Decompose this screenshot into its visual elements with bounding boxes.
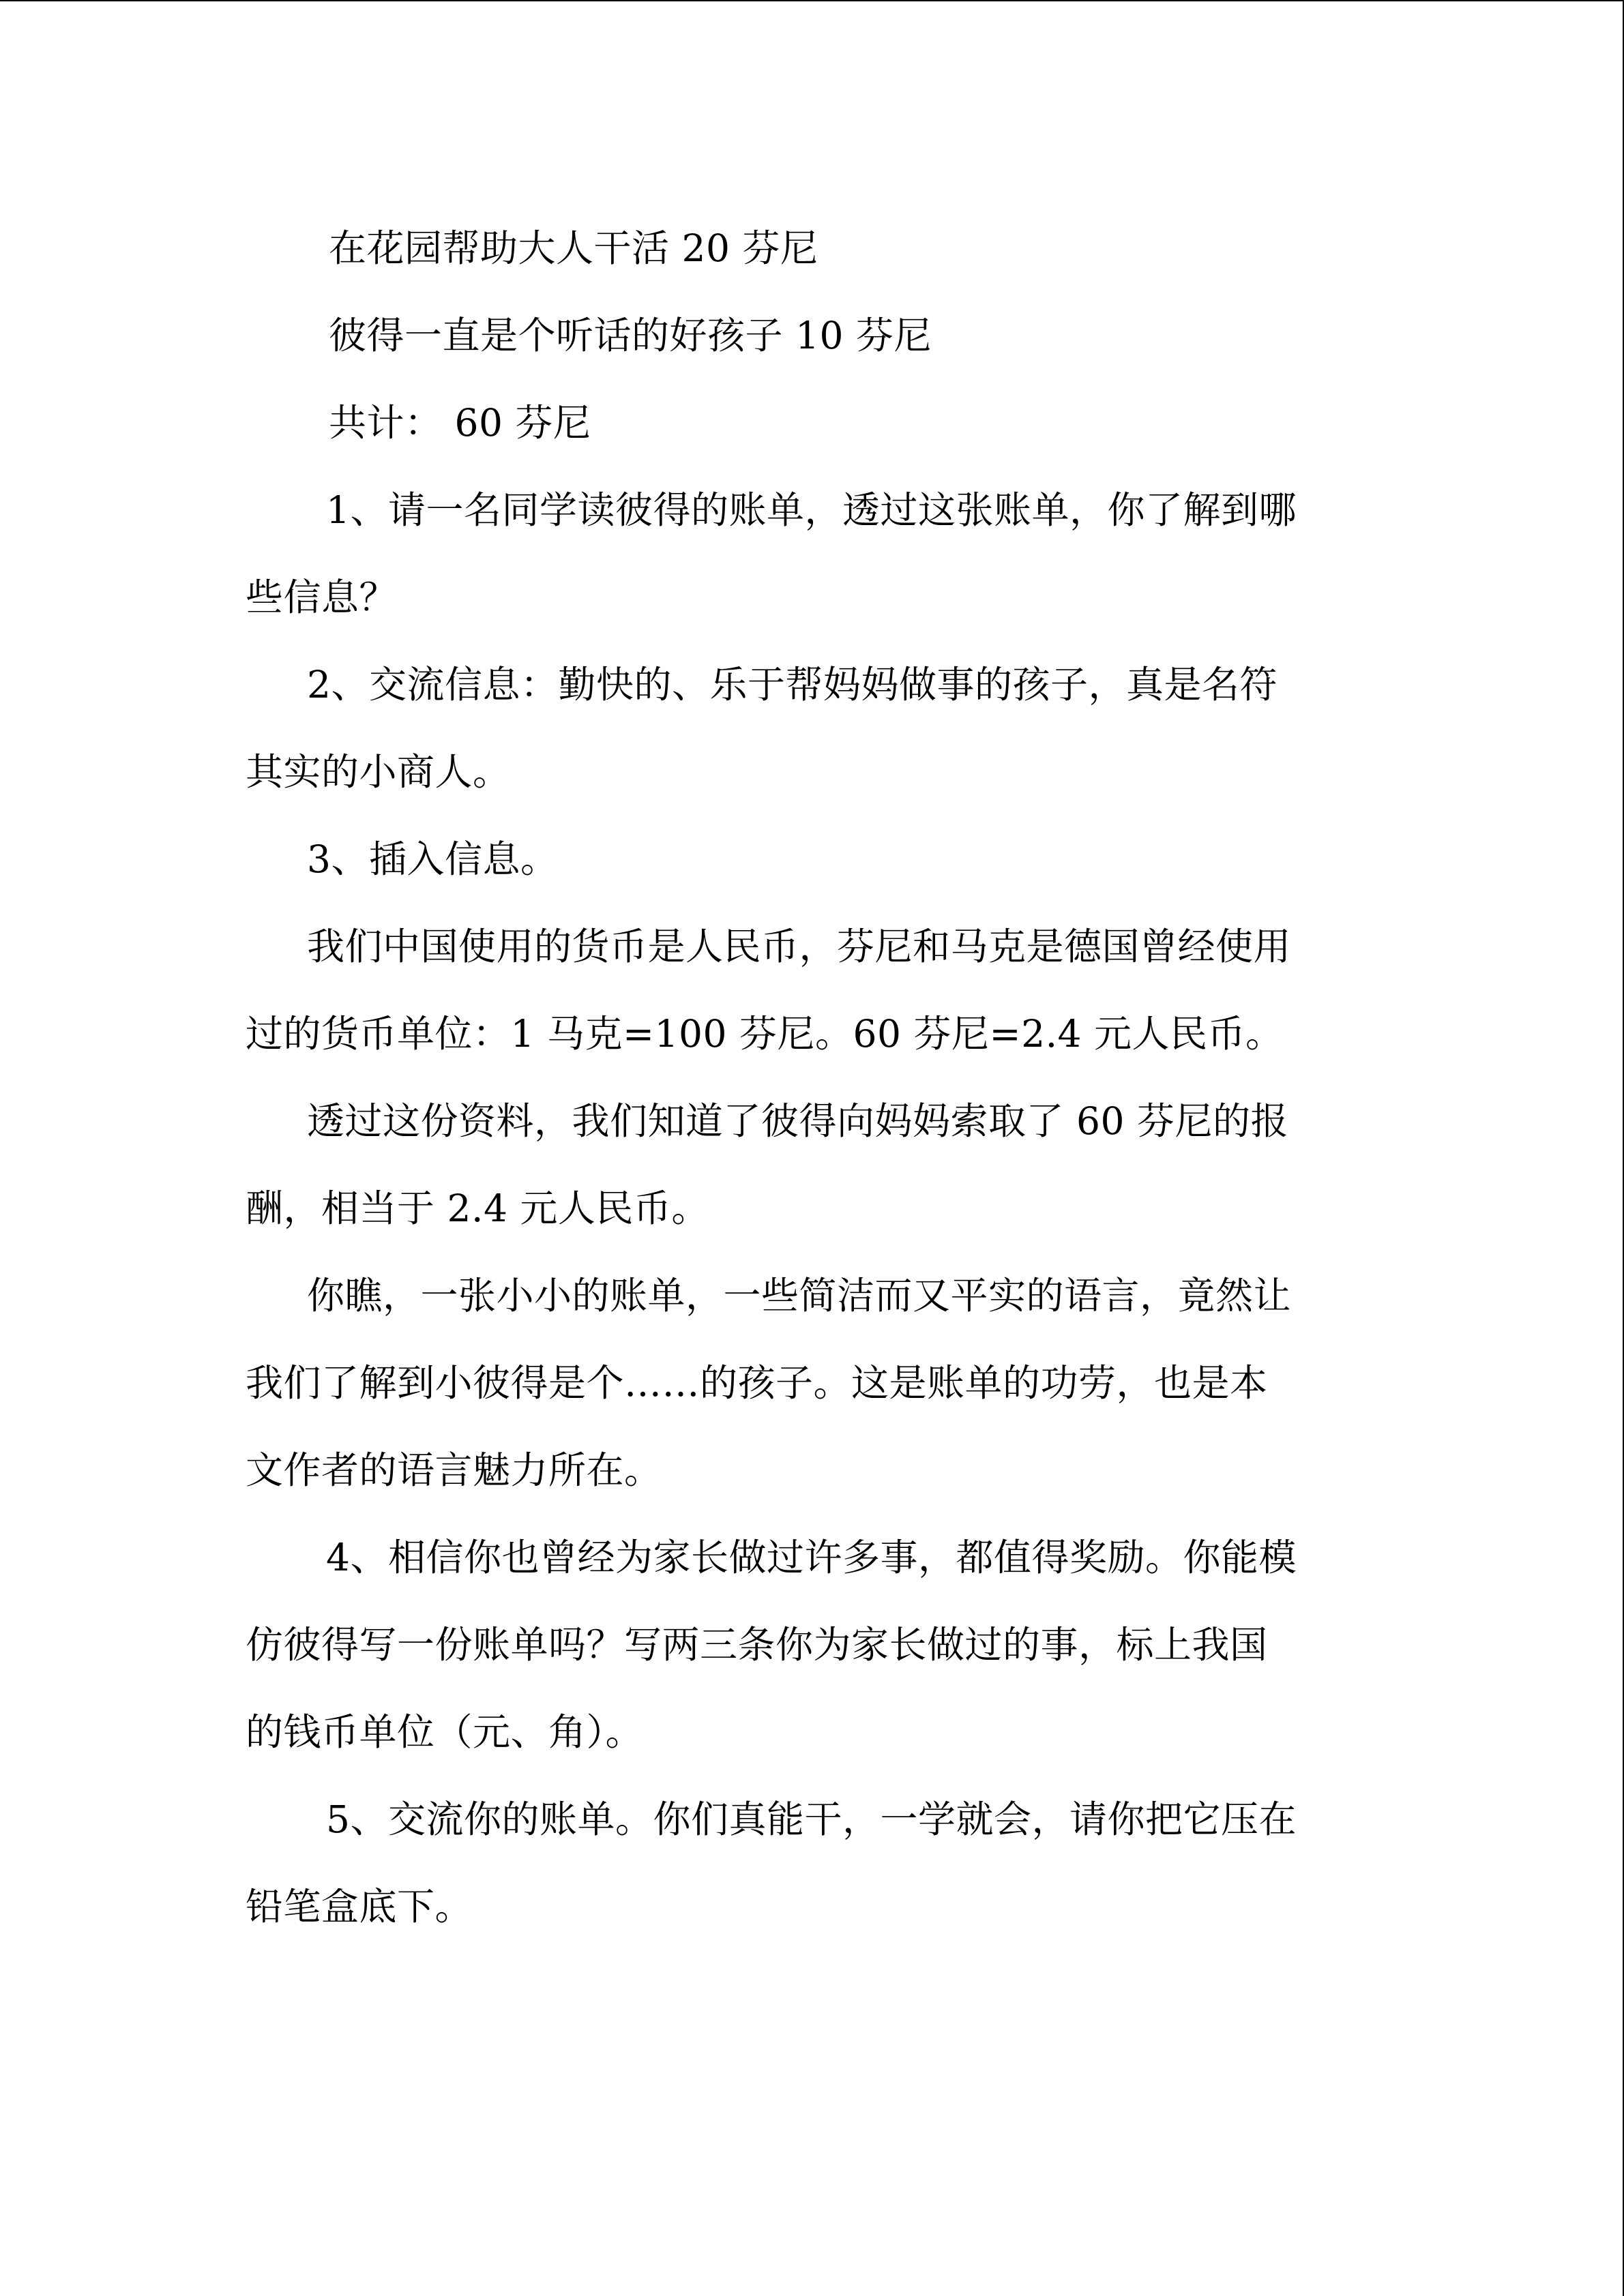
conclusion-line-2: 酬，相当于 2.4 元人民币。 xyxy=(246,1187,709,1230)
document-body xyxy=(246,205,1378,1950)
question-1-line-2: 些信息？ xyxy=(246,576,398,619)
question-5-line-2: 铅笔盒底下。 xyxy=(246,1885,473,1928)
question-2-line-1: 2、交流信息：勤快的、乐于帮妈妈做事的孩子，真是名符 xyxy=(307,663,1278,706)
reflection-line-2: 我们了解到小彼得是个……的孩子。这是账单的功劳，也是本 xyxy=(246,1361,1268,1405)
info-line-1: 我们中国使用的货币是人民币，芬尼和马克是德国曾经使用 xyxy=(307,925,1292,968)
question-4-line-3: 的钱币单位（元、角）。 xyxy=(246,1710,644,1754)
question-1-line-1: 1、请一名同学读彼得的账单，透过这张账单，你了解到哪 xyxy=(326,488,1297,532)
question-3-line-1: 3、插入信息。 xyxy=(307,837,559,881)
question-5-line-1: 5、交流你的账单。你们真能干，一学就会，请你把它压在 xyxy=(326,1798,1297,1841)
conclusion-line-1: 透过这份资料，我们知道了彼得向妈妈索取了 60 芬尼的报 xyxy=(307,1099,1288,1143)
info-line-2: 过的货币单位：1 马克=100 芬尼。60 芬尼=2.4 元人民币。 xyxy=(246,1012,1284,1056)
bill-total: 共计： 60 芬尼 xyxy=(329,401,591,445)
reflection-line-3: 文作者的语言魅力所在。 xyxy=(246,1448,662,1492)
question-4-line-2: 仿彼得写一份账单吗？写两三条你为家长做过的事，标上我国 xyxy=(246,1623,1268,1667)
bill-item-good-child: 彼得一直是个听话的好孩子 10 芬尼 xyxy=(329,314,932,357)
question-2-line-2: 其实的小商人。 xyxy=(246,750,511,794)
question-4-line-1: 4、相信你也曾经为家长做过许多事，都值得奖励。你能模 xyxy=(326,1536,1297,1579)
bill-item-garden: 在花园帮助大人干活 20 芬尼 xyxy=(329,226,818,270)
reflection-line-1: 你瞧，一张小小的账单，一些简洁而又平实的语言，竟然让 xyxy=(307,1274,1292,1317)
